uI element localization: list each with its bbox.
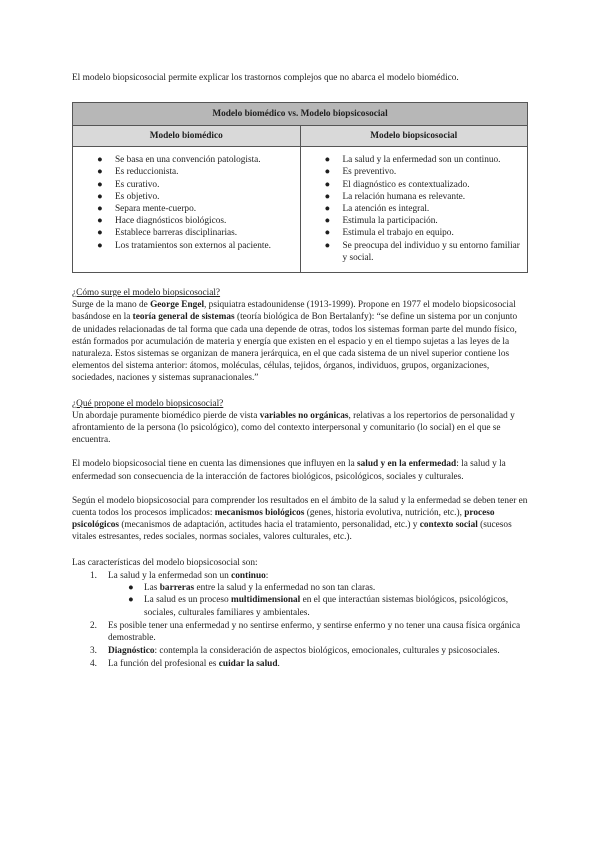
proposal-paragraph-2: [72, 458, 528, 482]
proposal-paragraph-1: [72, 410, 528, 447]
bullet-icon: ●: [324, 179, 331, 190]
list-item: [324, 227, 522, 239]
list-item: [324, 203, 522, 215]
bold-run: multidimensional: [231, 595, 301, 606]
list-item-text: Es reduccionista.: [115, 167, 179, 178]
col-header-biopsychosocial: Modelo biopsicosocial: [300, 126, 528, 147]
bullet-icon: ●: [324, 167, 331, 178]
table-title: Modelo biomédico vs. Modelo biopsicosocial: [73, 103, 528, 126]
bullet-icon: ●: [97, 191, 103, 202]
list-item-text: Se preocupa del individuo y su entorno familiar y social.: [342, 240, 520, 263]
section-heading-origin: ¿Cómo surge el modelo biopsicosocial?: [72, 288, 221, 299]
col-cell-biopsychosocial: [300, 147, 528, 273]
sub-list-item: [108, 594, 528, 618]
sub-list: [108, 582, 528, 619]
proposal-paragraph-3: [72, 495, 528, 544]
bold-run: barreras: [159, 583, 195, 594]
list-item: [97, 154, 294, 166]
bullet-icon: ●: [97, 155, 103, 166]
bullet-icon: ●: [324, 240, 331, 251]
list-item-text: La relación humana es relevante.: [342, 191, 466, 202]
bullet-icon: ●: [324, 216, 331, 227]
list-item: [324, 191, 522, 203]
characteristics-lead: Las características del modelo biopsicosocial son:: [72, 557, 258, 568]
bullet-icon: ●: [324, 204, 331, 215]
bold-run: cuidar la salud: [218, 659, 278, 670]
list-item-text: Hace diagnósticos biológicos.: [115, 216, 227, 227]
list-item-text: Estimula la participación.: [342, 216, 438, 227]
bullet-icon: ●: [128, 583, 134, 594]
text-run: Un abordaje puramente biomédico pierde de vista: [72, 410, 260, 421]
text-run: (genes, historia evolutiva, nutrición, etc.),: [304, 508, 465, 519]
col-header-biomedical: Modelo biomédico: [73, 126, 301, 147]
bullet-icon: ●: [97, 216, 103, 227]
bullet-icon: ●: [97, 179, 103, 190]
list-item: [324, 179, 522, 191]
bullet-icon: ●: [128, 595, 134, 606]
list-item: [324, 154, 522, 166]
section-heading-proposal: ¿Qué propone el modelo biopsicosocial?: [72, 398, 224, 409]
list-item: [324, 215, 522, 227]
text-run: Surge de la mano de: [72, 300, 151, 311]
list-item: [97, 227, 294, 239]
list-item-text: La atención es integral.: [342, 204, 430, 215]
list-item: [97, 215, 294, 227]
text-run: Las: [144, 583, 160, 594]
list-number: 2.: [90, 620, 97, 631]
text-run: , relativas a los repertorios de personalidad y afrontamiento de la persona (lo psicológico), como del contexto interpersonal y comunitario (lo social) en el que se encuentra.: [72, 410, 515, 446]
bold-run: contexto social: [419, 520, 478, 531]
text-run: Es posible tener una enfermedad y no sentirse enfermo, y sentirse enfermo y no tener una causa física orgánica demostrable.: [108, 620, 521, 643]
text-run: : la salud y la enfermedad son consecuencia de la interacción de factores biológicos, psicológicos, sociales y culturales.: [72, 459, 506, 482]
bold-run: variables no orgánicas: [259, 410, 349, 421]
section-origin: [72, 287, 528, 385]
text-run: (mecanismos de adaptación, actitudes hacia el tratamiento, personalidad, etc.) y: [119, 520, 420, 531]
bullet-icon: ●: [97, 228, 103, 239]
biomedical-list: [79, 154, 294, 252]
text-run: : contempla la consideración de aspectos biológicos, emocionales, culturales y psicosociales.: [154, 646, 500, 657]
list-item: [72, 645, 528, 657]
bullet-icon: ●: [324, 155, 331, 166]
text-run: , psiquiatra estadounidense (1913-1999). Propone en 1977 el modelo biopsicosocial basándose en la: [72, 300, 516, 323]
text-run: La salud y la enfermedad son un: [108, 570, 232, 581]
list-item-text: El diagnóstico es contextualizado.: [342, 179, 470, 190]
bullet-icon: ●: [97, 167, 103, 178]
list-item-text: Estimula el trabajo en equipo.: [342, 228, 454, 239]
bold-run: George Engel: [150, 300, 205, 311]
list-number: 4.: [90, 659, 97, 670]
section-characteristics: [72, 557, 528, 671]
list-item: [72, 658, 528, 670]
comparison-table: [72, 102, 528, 273]
characteristics-list: [72, 570, 528, 671]
section-proposal: [72, 398, 528, 544]
bullet-icon: ●: [324, 191, 331, 202]
text-run: Según el modelo biopsicosocial para comprender los resultados en el ámbito de la salud y la enfermedad se deben tener en cuenta todos los procesos implicados:: [72, 495, 528, 519]
list-item: [72, 620, 528, 644]
bold-run: salud y en la enfermedad: [357, 459, 457, 470]
list-item-text: Se basa en una convención patologista.: [115, 155, 261, 166]
intro-paragraph: El modelo biopsicosocial permite explicar los trastornos complejos que no abarca el modelo biomédico.: [72, 73, 459, 83]
origin-paragraph: [72, 299, 528, 384]
list-item: [324, 166, 522, 178]
text-run: La función del profesional es: [108, 659, 219, 670]
bold-run: continuo: [231, 570, 266, 581]
list-item: [97, 179, 294, 191]
bullet-icon: ●: [97, 204, 103, 215]
bold-run: teoría general de sistemas: [132, 312, 235, 323]
list-item-text: Es objetivo.: [115, 191, 160, 202]
list-item: [72, 570, 528, 619]
list-item: [97, 203, 294, 215]
bold-run: Diagnóstico: [108, 646, 155, 657]
bold-run: proceso psicológicos: [72, 508, 495, 531]
document-page: [72, 72, 528, 671]
list-item: [97, 191, 294, 203]
text-run: El modelo biopsicosocial tiene en cuenta las dimensiones que influyen en la: [72, 459, 358, 470]
list-item-text: Es preventivo.: [342, 167, 397, 178]
list-item: [324, 240, 522, 264]
bullet-icon: ●: [97, 240, 103, 251]
text-run: (sucesos vitales estresantes, redes sociales, normas sociales, valores culturales, etc.).: [72, 520, 512, 543]
text-run: .: [277, 659, 280, 670]
list-item-text: Separa mente-cuerpo.: [115, 204, 197, 215]
bold-run: mecanismos biológicos: [214, 508, 305, 519]
col-cell-biomedical: [73, 147, 301, 273]
list-number: 3.: [90, 646, 97, 657]
list-number: 1.: [90, 570, 97, 581]
list-item-text: Los tratamientos son externos al paciente.: [115, 240, 271, 251]
text-run: en el que interactúan sistemas biológicos, psicológicos, sociales, culturales familiares y ambientales.: [144, 595, 509, 618]
text-run: entre la salud y la enfermedad no son tan claras.: [194, 583, 376, 594]
text-run: :: [265, 570, 269, 581]
text-run: (teoría biológica de Bon Bertalanfy): “se define un sistema por un conjunto de unidades relacionadas de tal forma que cada una depende de otras, todos los sistemas forman parte del mundo físico, están formados por acumulación de materia y energía que existen en el espacio y en el tiempo sujetas a las leyes de la naturaleza. Estos sistemas se organizan de manera jerárquica, en el que cada sistema de un nivel superior contiene los elementos del sistema anterior: átomos, moléculas, células, tejidos, órganos, individuos, grupos, organizaciones, sociedades, naciones y sistemas supranacionales.”: [72, 312, 518, 384]
list-item: [97, 166, 294, 178]
list-item-text: La salud y la enfermedad son un continuo.: [342, 155, 501, 166]
list-item-text: Establece barreras disciplinarias.: [115, 228, 238, 239]
sub-list-item: [108, 582, 528, 594]
list-item-text: Es curativo.: [115, 179, 160, 190]
text-run: La salud es un proceso: [144, 595, 232, 606]
list-item: [97, 240, 294, 252]
bullet-icon: ●: [324, 228, 331, 239]
biopsychosocial-list: [307, 154, 522, 264]
